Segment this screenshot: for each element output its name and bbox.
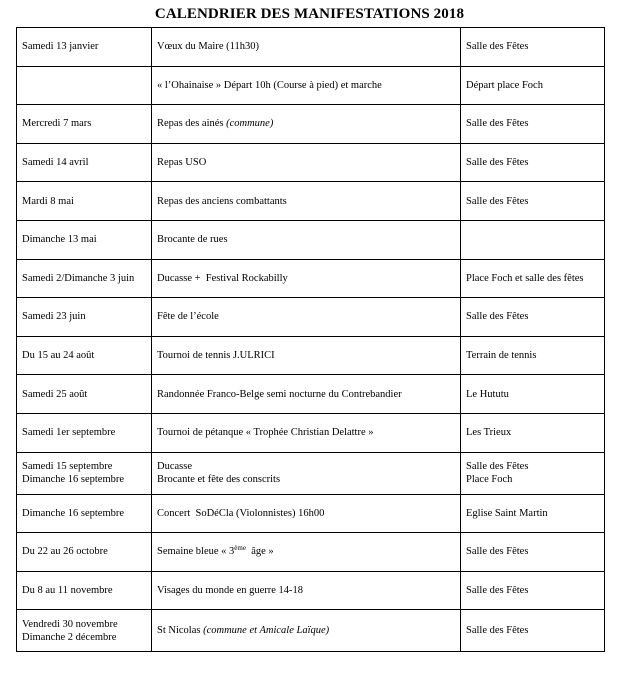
event-name-text: ème <box>234 544 246 553</box>
event-name-text: Vœux du Maire (11h30) <box>157 41 259 53</box>
event-name <box>152 182 461 221</box>
event-name <box>152 105 461 144</box>
table-row <box>17 533 605 572</box>
event-name <box>152 413 461 452</box>
event-date-text: Du 15 au 24 août <box>22 350 95 362</box>
event-place <box>461 494 605 533</box>
event-date-text: Mardi 8 mai <box>22 195 74 207</box>
event-name <box>152 571 461 610</box>
event-date <box>17 182 152 221</box>
event-place-text: Salle des Fêtes <box>466 546 529 558</box>
event-date-text: Samedi 1er septembre <box>22 427 116 439</box>
event-name <box>152 28 461 67</box>
event-place <box>461 259 605 298</box>
event-date-text: Samedi 25 août <box>22 388 88 400</box>
event-name-text: Concert SoDéCla (Violonnistes) 16h00 <box>157 507 325 519</box>
events-table <box>16 27 605 652</box>
event-name <box>152 259 461 298</box>
event-name-text: Repas des anciens combattants <box>157 195 287 207</box>
table-row <box>17 105 605 144</box>
event-place-text: Salle des Fêtes <box>466 118 529 130</box>
events-table-body <box>17 28 605 652</box>
event-date <box>17 336 152 375</box>
table-row <box>17 182 605 221</box>
event-name <box>152 610 461 652</box>
event-name-text: Randonnée Franco-Belge semi nocturne du Contrebandier <box>157 388 402 400</box>
event-place-text: Place Foch <box>466 474 513 486</box>
event-name-text: Tournoi de tennis J.ULRICI <box>157 350 275 362</box>
event-place-text: Salle des Fêtes <box>466 585 529 597</box>
event-name-text: Visages du monde en guerre 14-18 <box>157 585 304 597</box>
event-date <box>17 533 152 572</box>
event-date <box>17 259 152 298</box>
event-date-text: Samedi 15 septembre <box>22 461 113 473</box>
page-title: CALENDRIER DES MANIFESTATIONS 2018 <box>154 6 465 22</box>
event-date-text: Dimanche 16 septembre <box>22 507 125 519</box>
table-row <box>17 143 605 182</box>
event-date <box>17 494 152 533</box>
event-name-text: Ducasse + Festival Rockabilly <box>157 272 288 284</box>
event-name-text: Brocante et fête des conscrits <box>157 474 281 486</box>
event-name-text: « l’Ohainaise » Départ 10h (Course à pied) et marche <box>157 79 382 91</box>
table-row <box>17 336 605 375</box>
event-name-text: St Nicolas <box>157 625 204 637</box>
event-date <box>17 571 152 610</box>
event-name <box>152 66 461 105</box>
event-place-text: Salle des Fêtes <box>466 157 529 169</box>
event-name <box>152 533 461 572</box>
event-name-text: (commune et Amicale Laïque) <box>203 625 330 637</box>
event-place-text: Terrain de tennis <box>466 350 537 362</box>
event-place <box>461 28 605 67</box>
event-name-text: (commune) <box>226 118 274 130</box>
event-place <box>461 66 605 105</box>
table-row <box>17 220 605 259</box>
event-date-text: Vendredi 30 novembre <box>22 618 118 630</box>
event-date-text: Dimanche 16 septembre <box>22 474 125 486</box>
event-place-text: Les Trieux <box>466 427 512 439</box>
table-row <box>17 413 605 452</box>
event-date <box>17 452 152 494</box>
event-date <box>17 375 152 414</box>
event-place-text: Salle des Fêtes <box>466 195 529 207</box>
event-date <box>17 220 152 259</box>
event-place-text: Salle des Fêtes <box>466 461 529 473</box>
event-place <box>461 610 605 652</box>
event-date-text: Samedi 14 avril <box>22 157 89 169</box>
table-row <box>17 452 605 494</box>
event-place-text: Place Foch et salle des fêtes <box>466 272 584 284</box>
table-row <box>17 494 605 533</box>
event-date-text: Samedi 13 janvier <box>22 41 99 53</box>
event-date <box>17 66 152 105</box>
event-name <box>152 143 461 182</box>
event-place <box>461 413 605 452</box>
event-place-text: Salle des Fêtes <box>466 311 529 323</box>
event-place <box>461 375 605 414</box>
event-name <box>152 298 461 337</box>
event-date <box>17 610 152 652</box>
table-row <box>17 375 605 414</box>
event-name-text: Repas des ainés <box>157 118 227 130</box>
event-name-text: Brocante de rues <box>157 234 228 246</box>
event-name-text: Ducasse <box>157 461 192 473</box>
event-date <box>17 413 152 452</box>
event-place <box>461 182 605 221</box>
event-date-text: Samedi 2/Dimanche 3 juin <box>22 272 135 284</box>
event-name <box>152 494 461 533</box>
event-place <box>461 105 605 144</box>
table-row <box>17 298 605 337</box>
table-row <box>17 259 605 298</box>
event-place <box>461 143 605 182</box>
event-date <box>17 298 152 337</box>
event-date-text: Du 22 au 26 octobre <box>22 546 108 558</box>
event-place-text: Eglise Saint Martin <box>466 507 548 519</box>
event-place <box>461 533 605 572</box>
event-name-text: Semaine bleue « 3 <box>157 546 235 558</box>
event-name <box>152 452 461 494</box>
event-place-text: Salle des Fêtes <box>466 41 529 53</box>
event-name-text: Fête de l’école <box>157 311 219 323</box>
event-name-text: âge » <box>245 546 274 558</box>
event-date-text: Dimanche 13 mai <box>22 234 97 246</box>
event-place-text: Le Hututu <box>466 388 509 400</box>
event-name-text: Tournoi de pétanque « Trophée Christian Delattre » <box>157 427 374 439</box>
event-date <box>17 28 152 67</box>
table-row <box>17 28 605 67</box>
event-date <box>17 105 152 144</box>
event-place <box>461 452 605 494</box>
event-date-text: Dimanche 2 décembre <box>22 631 117 643</box>
event-name <box>152 375 461 414</box>
event-place-text: Salle des Fêtes <box>466 625 529 637</box>
event-name <box>152 220 461 259</box>
event-place <box>461 336 605 375</box>
table-row <box>17 610 605 652</box>
table-row <box>17 66 605 105</box>
event-name <box>152 336 461 375</box>
event-date-text: Mercredi 7 mars <box>22 118 92 130</box>
event-place <box>461 298 605 337</box>
event-date <box>17 143 152 182</box>
table-row <box>17 571 605 610</box>
event-place-text: Départ place Foch <box>466 79 543 91</box>
event-name-text: Repas USO <box>157 157 207 169</box>
event-place <box>461 571 605 610</box>
event-place <box>461 220 605 259</box>
event-date-text: Samedi 23 juin <box>22 311 86 323</box>
event-date-text: Du 8 au 11 novembre <box>22 585 113 597</box>
